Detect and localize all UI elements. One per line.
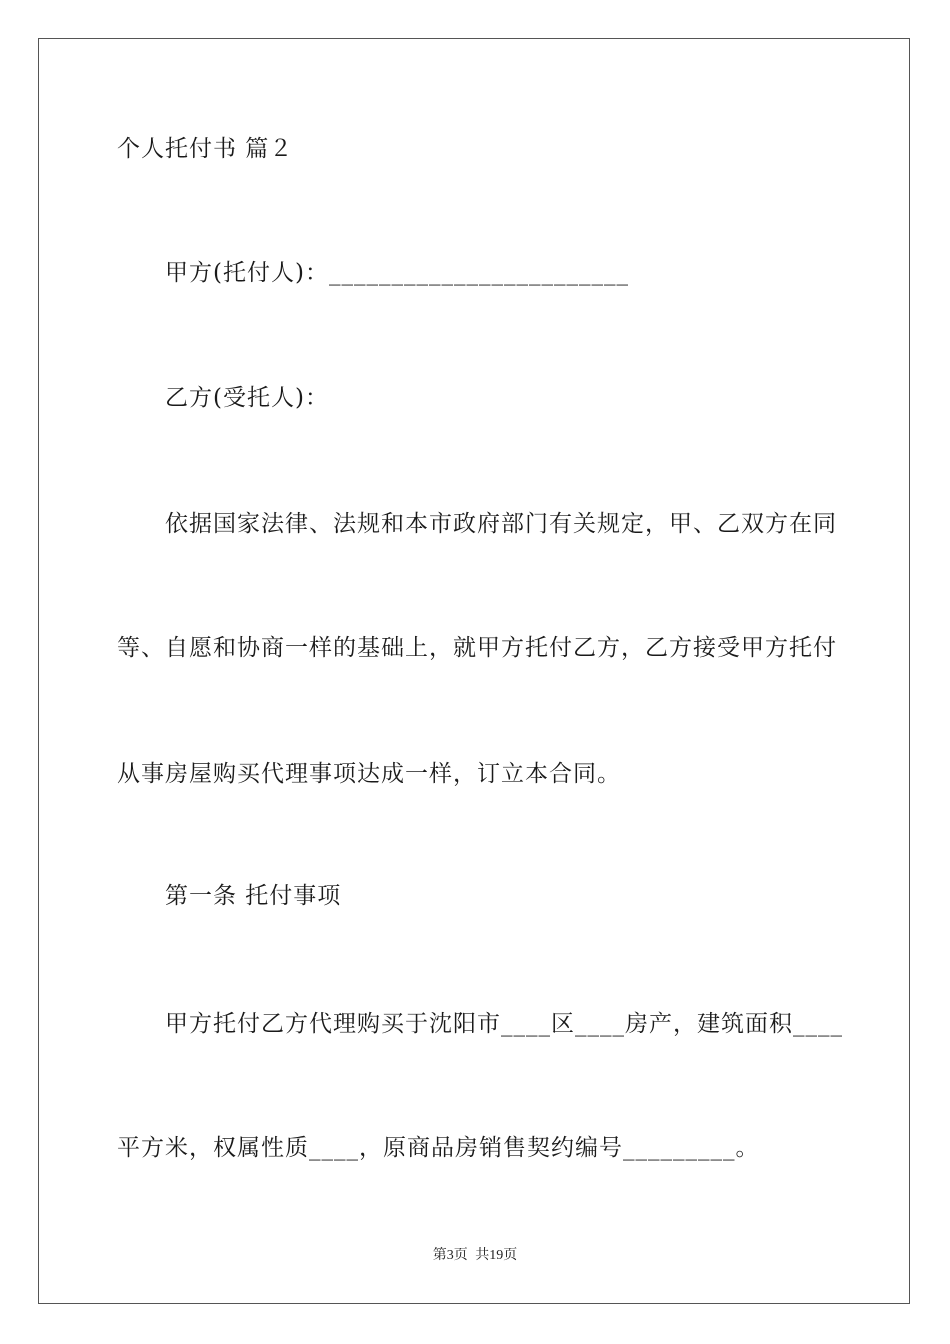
page-footer [0, 1247, 950, 1265]
article-1-heading: 第一条 托付事项 [165, 883, 342, 909]
page-number: 第3页 [432, 1248, 468, 1263]
party-b-line: 乙方(受托人)： [165, 385, 329, 411]
body-paragraph-line-2: 等、自愿和协商一样的基础上，就甲方托付乙方，乙方接受甲方托付 [117, 635, 837, 661]
page-border [38, 38, 910, 1304]
body-paragraph-line-3: 从事房屋购买代理事项达成一样，订立本合同。 [117, 761, 621, 787]
document-title: 个人托付书 篇２ [117, 136, 294, 162]
total-pages: 共19页 [475, 1248, 518, 1263]
article-1-line-1: 甲方托付乙方代理购买于沈阳市____区____房产，建筑面积____ [165, 1011, 843, 1037]
article-1-line-2: 平方米，权属性质____，原商品房销售契约编号_________。 [117, 1135, 760, 1161]
party-a-line: 甲方(托付人)：________________________ [165, 260, 629, 286]
body-paragraph-line-1: 依据国家法律、法规和本市政府部门有关规定，甲、乙双方在同 [165, 511, 837, 537]
